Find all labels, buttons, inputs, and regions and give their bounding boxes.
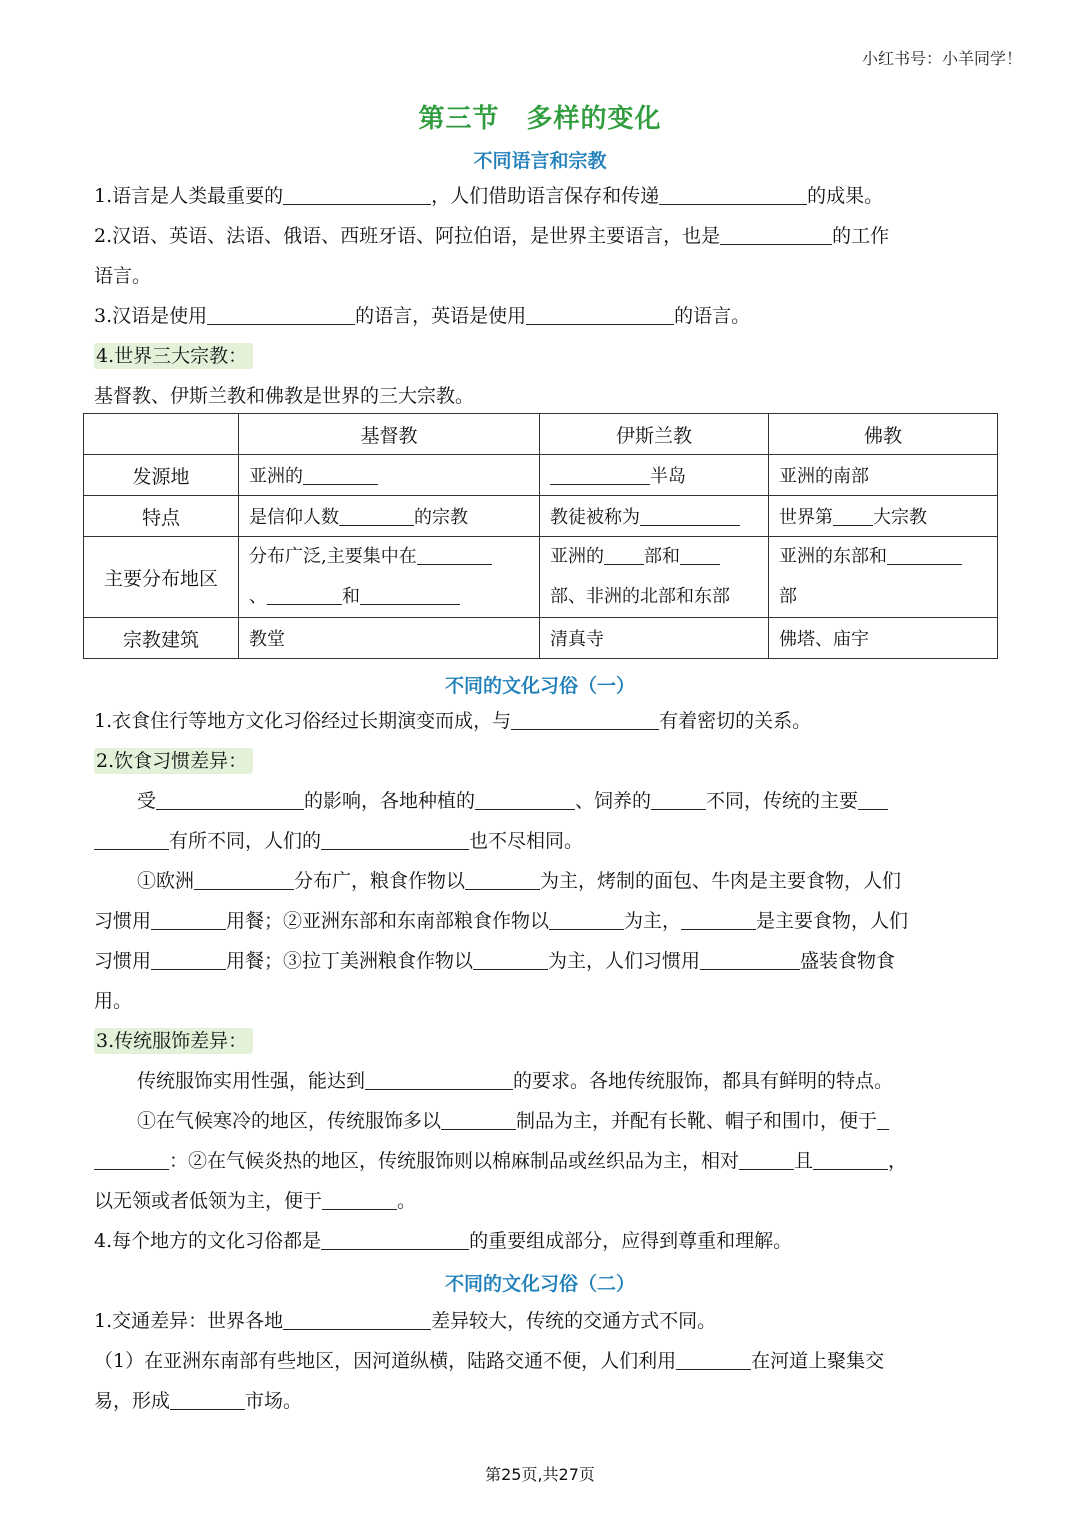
paragraph: 以无领或者低领为主，便于 。	[94, 1181, 994, 1221]
blank[interactable]	[550, 462, 650, 485]
table-cell: 教堂	[239, 618, 540, 659]
blank[interactable]	[549, 907, 624, 930]
table-header	[84, 414, 239, 455]
blank[interactable]	[94, 827, 169, 850]
blank[interactable]	[813, 1147, 888, 1170]
blank[interactable]	[360, 582, 460, 605]
table-cell: 分布广泛,主要集中在 、 和	[239, 537, 540, 618]
paragraph: 3.汉语是使用 的语言，英语是使用 的语言。	[94, 296, 994, 336]
row-label: 发源地	[84, 455, 239, 496]
subheading-religions: 4.世界三大宗教：	[94, 336, 994, 376]
account-note: 小红书号：小羊同学！	[861, 49, 1022, 68]
table-cell: 教徒被称为	[540, 496, 769, 537]
section-heading-language-religion: 不同语言和宗教	[473, 150, 607, 172]
blank[interactable]	[858, 787, 888, 810]
table-cell: 亚洲的南部	[769, 455, 998, 496]
paragraph: 易，形成 市场。	[94, 1381, 994, 1421]
blank[interactable]	[267, 582, 342, 605]
blank[interactable]	[720, 222, 832, 245]
blank[interactable]	[339, 503, 414, 526]
paragraph: 受 的影响，各地种植的 、饲养的 不同，传统的主要	[137, 781, 1037, 821]
section-heading-customs-2: 不同的文化习俗（二）	[444, 1273, 635, 1295]
page-title: 第三节 多样的变化	[418, 104, 662, 134]
paragraph: 1.语言是人类最重要的 ，人们借助语言保存和传递 的成果。	[94, 176, 994, 216]
blank[interactable]	[680, 542, 720, 565]
blank[interactable]	[475, 787, 575, 810]
blank[interactable]	[283, 1307, 431, 1330]
blank[interactable]	[417, 542, 492, 565]
row-label: 主要分布地区	[84, 537, 239, 618]
table-header: 基督教	[239, 414, 540, 455]
blank[interactable]	[94, 1147, 169, 1170]
blank[interactable]	[511, 707, 659, 730]
table-cell: 亚洲的东部和 部	[769, 537, 998, 618]
table-header-row	[84, 414, 998, 455]
table-row	[84, 537, 998, 618]
table-cell: 亚洲的	[239, 455, 540, 496]
paragraph: 传统服饰实用性强，能达到 的要求。各地传统服饰，都具有鲜明的特点。	[137, 1061, 1037, 1101]
subheading-clothing: 3.传统服饰差异：	[94, 1021, 994, 1061]
paragraph: 语言。	[94, 265, 152, 287]
page-number: 第25页,共27页	[485, 1465, 595, 1484]
table-header: 伊斯兰教	[540, 414, 769, 455]
paragraph: 有所不同，人们的 也不尽相同。	[94, 821, 994, 861]
blank[interactable]	[676, 1347, 751, 1370]
paragraph: 用。	[94, 990, 133, 1012]
table-cell: 亚洲的 部和 部、非洲的北部和东部	[540, 537, 769, 618]
paragraph: 基督教、伊斯兰教和佛教是世界的三大宗教。	[94, 385, 475, 407]
blank[interactable]	[681, 907, 756, 930]
paragraph: ①欧洲 分布广，粮食作物以 为主，烤制的面包、牛肉是主要食物，人们	[137, 861, 1037, 901]
paragraph: 4.每个地方的文化习俗都是 的重要组成部分，应得到尊重和理解。	[94, 1221, 994, 1261]
blank[interactable]	[877, 1107, 889, 1130]
table-header: 佛教	[769, 414, 998, 455]
blank[interactable]	[441, 1107, 516, 1130]
blank[interactable]	[640, 503, 740, 526]
blank[interactable]	[473, 947, 548, 970]
table-row	[84, 496, 998, 537]
blank[interactable]	[303, 462, 378, 485]
blank[interactable]	[526, 302, 674, 325]
blank[interactable]	[659, 182, 807, 205]
blank[interactable]	[739, 1147, 794, 1170]
blank[interactable]	[465, 867, 540, 890]
blank[interactable]	[207, 302, 355, 325]
table-row	[84, 455, 998, 496]
paragraph: 习惯用 用餐；③拉丁美洲粮食作物以 为主，人们习惯用 盛装食物食	[94, 941, 994, 981]
religion-table	[83, 413, 998, 659]
table-cell: 清真寺	[540, 618, 769, 659]
blank[interactable]	[321, 1227, 469, 1250]
blank[interactable]	[194, 867, 294, 890]
blank[interactable]	[651, 787, 706, 810]
blank[interactable]	[833, 503, 873, 526]
row-label: 宗教建筑	[84, 618, 239, 659]
paragraph: ：②在气候炎热的地区，传统服饰则以棉麻制品或丝织品为主，相对 且 ，	[94, 1141, 994, 1181]
paragraph: 2.汉语、英语、法语、俄语、西班牙语、阿拉伯语，是世界主要语言，也是 的工作	[94, 216, 994, 256]
blank[interactable]	[151, 907, 226, 930]
subheading-diet: 2.饮食习惯差异：	[94, 741, 994, 781]
row-label: 特点	[84, 496, 239, 537]
blank[interactable]	[365, 1067, 513, 1090]
paragraph: 1.交通差异：世界各地 差异较大，传统的交通方式不同。	[94, 1301, 994, 1341]
table-row	[84, 618, 998, 659]
table-cell: 半岛	[540, 455, 769, 496]
blank[interactable]	[604, 542, 644, 565]
blank[interactable]	[151, 947, 226, 970]
table-cell: 世界第 大宗教	[769, 496, 998, 537]
section-heading-customs-1: 不同的文化习俗（一）	[444, 675, 635, 697]
blank[interactable]	[156, 787, 304, 810]
blank[interactable]	[322, 1187, 397, 1210]
paragraph: ①在气候寒冷的地区，传统服饰多以 制品为主，并配有长靴、帽子和围巾，便于	[137, 1101, 1037, 1141]
paragraph: 1.衣食住行等地方文化习俗经过长期演变而成，与 有着密切的关系。	[94, 701, 994, 741]
paragraph: 习惯用 用餐；②亚洲东部和东南部粮食作物以 为主， 是主要食物，人们	[94, 901, 994, 941]
blank[interactable]	[170, 1387, 245, 1410]
blank[interactable]	[321, 827, 469, 850]
blank[interactable]	[700, 947, 800, 970]
table-cell: 是信仰人数 的宗教	[239, 496, 540, 537]
table-cell: 佛塔、庙宇	[769, 618, 998, 659]
blank[interactable]	[887, 542, 962, 565]
paragraph: （1）在亚洲东南部有些地区，因河道纵横，陆路交通不便，人们利用 在河道上聚集交	[94, 1341, 994, 1381]
blank[interactable]	[283, 182, 431, 205]
